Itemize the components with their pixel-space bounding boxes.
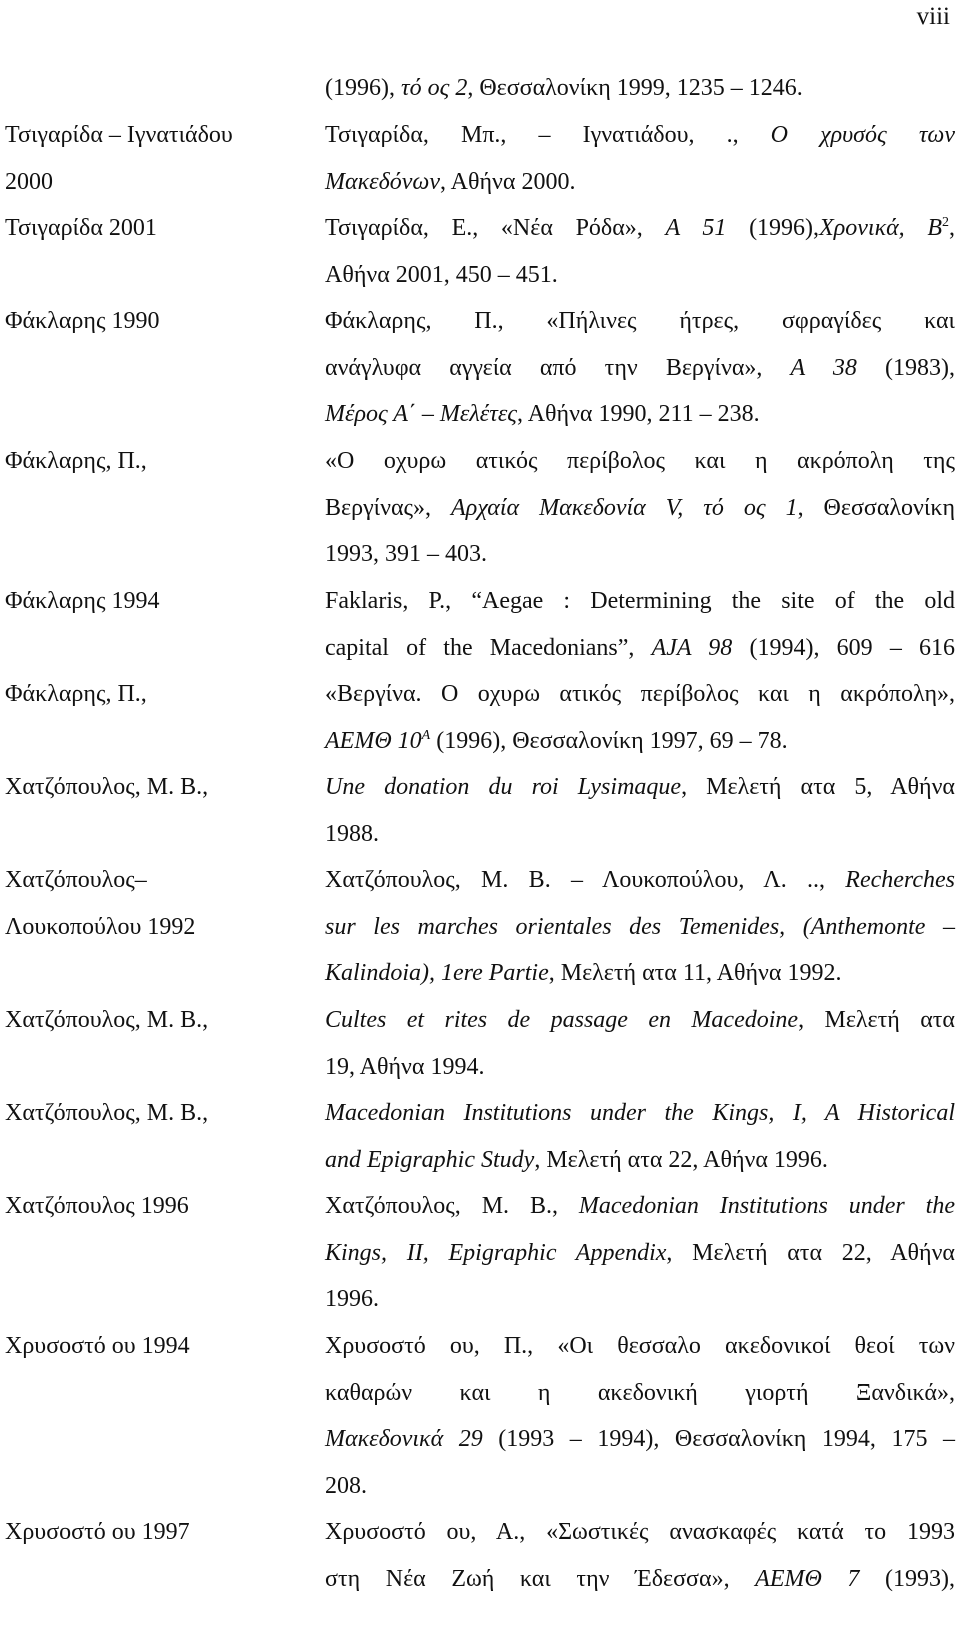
text-segment: «Ο οχυρω ατικός περίβολος και η ακρόπολη της <box>325 448 955 474</box>
text-segment: (1993 – 1994), Θεσσαλονίκη 1994, 175 – <box>482 1426 955 1452</box>
entry-key <box>5 1090 285 1137</box>
text-segment: , Μελετή ατα 11, Αθήνα 1992. <box>548 960 842 986</box>
entry-reference <box>325 1090 955 1183</box>
reference-line <box>325 345 955 392</box>
entry-reference <box>325 298 955 438</box>
entry-key-line: Λουκοπούλου 1992 <box>5 913 196 940</box>
italic-text: τό ος 2 <box>400 75 468 101</box>
text-segment: (1996), Θεσσαλονίκη 1997, 69 – 78. <box>430 727 788 754</box>
entry-key <box>5 671 285 718</box>
entry-key <box>5 1323 285 1370</box>
text-segment: Χατζόπουλος, Μ. Β. – Λουκοπούλου, Λ. .., <box>325 867 846 893</box>
entry-key-line: Χατζόπουλος, Μ. Β., <box>5 774 209 800</box>
reference-line <box>325 1323 955 1370</box>
text-segment: Τσιγαρίδα, Ε., «Νέα Ρόδα», <box>325 215 666 241</box>
text-segment: ανάγλυφα αγγεία από την Βεργίνα», <box>325 354 791 381</box>
italic-text: Macedonian Institutions under the <box>578 1193 955 1219</box>
entry-key <box>5 857 285 950</box>
text-segment: (1983), <box>856 354 956 381</box>
entry-reference <box>325 578 955 671</box>
text-segment: , <box>949 215 956 241</box>
reference-line <box>325 1276 955 1323</box>
entry-key-line: Φάκλαρης 1990 <box>5 308 160 334</box>
italic-text: ΑΕΜΘ 10 <box>325 727 422 754</box>
entry-key <box>5 1183 285 1230</box>
reference-line <box>325 904 955 951</box>
entry-key-line: Τσιγαρίδα – Ιγνατιάδου <box>5 122 233 148</box>
italic-text: Αρχαία Μακεδονία V, τό ος 1 <box>451 494 798 521</box>
reference-line <box>325 625 955 672</box>
reference-line <box>325 1416 955 1463</box>
entry-key-line: Τσιγαρίδα 2001 <box>5 215 157 241</box>
entry-key-line: Φάκλαρης, Π., <box>5 681 147 707</box>
entry-reference <box>325 1183 955 1323</box>
reference-line <box>325 205 955 252</box>
text-segment: , Μελετή ατα 5, Αθήνα <box>681 774 955 800</box>
text-segment: (1993), <box>859 1565 956 1592</box>
entry-key-text: Χατζόπουλος <box>5 867 135 893</box>
text-segment: , Αθήνα 2000. <box>439 168 576 195</box>
italic-text: Α 38 <box>790 354 857 381</box>
reference-line <box>325 1463 955 1510</box>
entry-reference <box>325 857 955 997</box>
italic-text: Ο χρυσός των <box>770 122 956 148</box>
italic-text: AJA 98 <box>651 634 733 661</box>
entry-key-line: Χρυσοστό ου 1997 <box>5 1519 190 1545</box>
italic-text: Kalindoia), 1ere Partie <box>325 960 549 986</box>
italic-text: ΑΕΜΘ 7 <box>755 1565 860 1592</box>
italic-text: Α <box>421 727 431 743</box>
entry-reference <box>325 1509 955 1602</box>
text-segment: , Αθήνα 1990, 211 – 238. <box>517 401 760 427</box>
italic-text: Μακεδονικά 29 <box>325 1426 483 1452</box>
reference-line <box>325 1137 955 1184</box>
text-segment: (1996), <box>726 215 820 241</box>
reference-line <box>325 112 955 159</box>
reference-line <box>325 391 955 438</box>
entry-reference <box>325 764 955 857</box>
text-segment: 1993, 391 – 403. <box>325 541 487 567</box>
text-segment: , Θεσσαλονίκη 1999, 1235 – 1246. <box>467 75 803 101</box>
entry-key-line: Φάκλαρης 1994 <box>5 588 160 614</box>
text-segment: , Μελετή ατα <box>798 1007 956 1033</box>
reference-line <box>325 65 955 112</box>
reference-line <box>325 811 955 858</box>
text-segment: καθαρών και η ακεδονική γιορτή Ξανδικά», <box>325 1379 955 1406</box>
text-segment: capital of the Macedonians”, <box>325 634 652 661</box>
text-segment: «Βεργίνα. Ο οχυρω ατικός περίβολος και η ακρόπολη», <box>325 681 955 707</box>
entry-key-line <box>5 857 285 904</box>
entry-key-dash: – <box>134 867 147 893</box>
italic-text: Α 51 <box>665 215 727 241</box>
reference-line <box>325 1509 955 1556</box>
reference-line <box>325 252 955 299</box>
text-segment: Βεργίνας», <box>325 494 452 521</box>
text-segment: 1988. <box>325 820 379 847</box>
entry-key <box>5 997 285 1044</box>
entry-key <box>5 764 285 811</box>
entry-reference <box>325 205 955 298</box>
entry-reference <box>325 65 955 112</box>
reference-line <box>325 857 955 904</box>
reference-line <box>325 531 955 578</box>
text-segment: Χρυσοστό ου, Α., «Σωστικές ανασκαφές κατά το 1993 <box>325 1519 955 1545</box>
italic-text: Cultes et rites de passage en Macedoine <box>325 1007 799 1033</box>
text-segment: (1996), <box>325 75 401 101</box>
entry-reference <box>325 671 955 764</box>
reference-line <box>325 1044 955 1091</box>
entry-key <box>5 578 285 625</box>
entry-key-line: Χρυσοστό ου 1994 <box>5 1333 190 1359</box>
reference-line <box>325 764 955 811</box>
text-segment: , Θεσσαλονίκη <box>797 494 956 521</box>
italic-text: Macedonian Institutions under the Kings, I, A Historical <box>325 1100 955 1126</box>
text-segment: , Μελετή ατα 22, Αθήνα <box>666 1239 955 1266</box>
entry-key-line: 2000 <box>5 168 53 195</box>
reference-line <box>325 1556 955 1603</box>
page-number: viii <box>916 3 950 30</box>
entry-reference <box>325 997 955 1090</box>
italic-text: and Epigraphic Study <box>325 1146 535 1173</box>
entry-key <box>5 1509 285 1556</box>
entry-reference <box>325 438 955 578</box>
text-segment: Faklaris, P., “Aegae : Determining the site of the old <box>325 588 955 614</box>
text-segment: Τσιγαρίδα, Μπ., – Ιγνατιάδου, ., <box>325 122 771 148</box>
text-segment: Χατζόπουλος, Μ. Β., <box>325 1193 579 1219</box>
entry-reference <box>325 1323 955 1509</box>
reference-line <box>325 997 955 1044</box>
entry-reference <box>325 112 955 205</box>
text-segment: 19, Αθήνα 1994. <box>325 1053 485 1080</box>
reference-line <box>325 159 955 206</box>
text-segment: Αθήνα 2001, 450 – 451. <box>325 261 558 288</box>
text-segment: 2 <box>942 215 950 230</box>
italic-text: Χρονικά, Β <box>819 215 943 241</box>
reference-line <box>325 718 955 765</box>
entry-key <box>5 298 285 345</box>
reference-line <box>325 1370 955 1417</box>
entry-key-line: Φάκλαρης, Π., <box>5 448 147 474</box>
reference-line <box>325 1183 955 1230</box>
text-segment: , Μελετή ατα 22, Αθήνα 1996. <box>534 1146 828 1173</box>
entry-key-line: Χατζόπουλος, Μ. Β., <box>5 1007 209 1033</box>
entry-key <box>5 205 285 252</box>
entry-key-line: Χατζόπουλος 1996 <box>5 1193 189 1219</box>
italic-text: sur les marches orientales des Temenides, (Anthemonte – <box>325 913 955 940</box>
text-segment: (1994), 609 – 616 <box>732 634 955 661</box>
italic-text: Une donation du roi Lysimaque <box>325 774 682 800</box>
text-segment: στη Νέα Ζωή και την Έδεσσα», <box>325 1565 756 1592</box>
text-segment: 208. <box>325 1472 367 1499</box>
reference-line <box>325 438 955 485</box>
entry-key <box>5 438 285 485</box>
reference-line <box>325 1230 955 1277</box>
italic-text: Μέρος Α΄ – Μελέτες <box>325 401 518 427</box>
text-segment: Φάκλαρης, Π., «Πήλινες ήτρες, σφραγίδες και <box>325 308 955 334</box>
reference-line <box>325 578 955 625</box>
text-segment: 1996. <box>325 1286 379 1312</box>
reference-line <box>325 671 955 718</box>
reference-line <box>325 1090 955 1137</box>
italic-text: Μακεδόνων <box>325 168 440 195</box>
text-segment: Χρυσοστό ου, Π., «Οι θεσσαλο ακεδονικοί θεοί των <box>325 1333 955 1359</box>
entry-key <box>5 112 285 205</box>
italic-text: Recherches <box>845 867 955 893</box>
entry-key-line: Χατζόπουλος, Μ. Β., <box>5 1100 209 1126</box>
reference-line <box>325 485 955 532</box>
italic-text: Kings, II, Epigraphic Appendix <box>325 1239 667 1266</box>
reference-line <box>325 950 955 997</box>
reference-line <box>325 298 955 345</box>
